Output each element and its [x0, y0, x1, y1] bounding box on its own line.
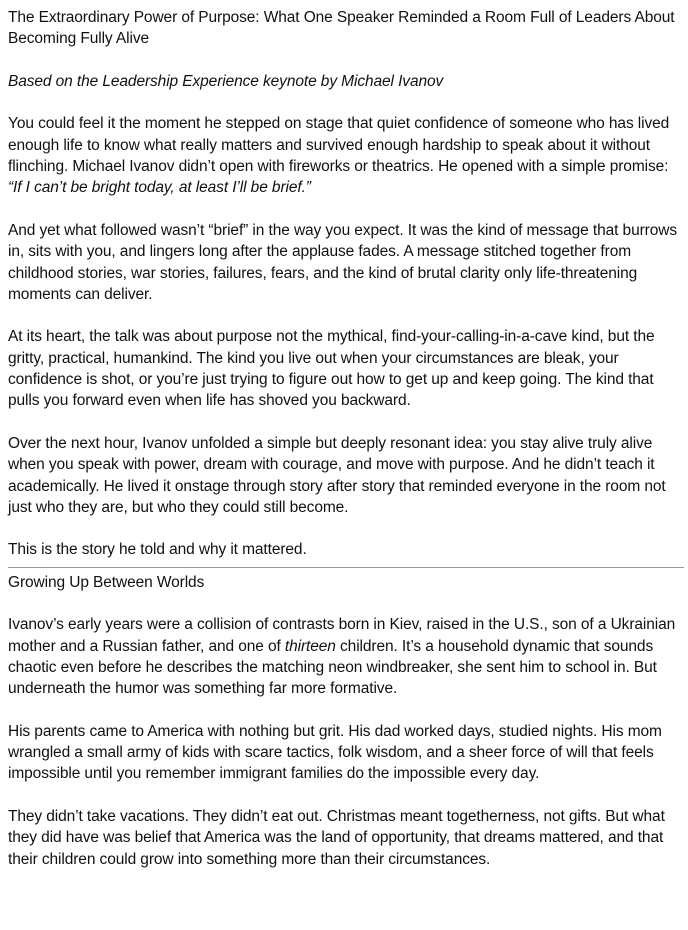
intro-paragraph-1 — [8, 113, 684, 198]
article-byline: Based on the Leadership Experience keynote by Michael Ivanov — [8, 72, 444, 90]
section-divider — [8, 567, 684, 568]
intro-paragraph-4: Over the next hour, Ivanov unfolded a simple but deeply resonant idea: you stay alive truly alive when you speak with power, dream with courage, and move with purpose. And he didn’t teach it academically. He lived it onstage through story after story that reminded everyone in the room not just who they are, but who they could still become. — [8, 434, 666, 516]
opening-quote: “If I can’t be bright today, at least I’ll be brief.” — [8, 179, 311, 197]
section-paragraph-1-text-b: children. It’s a household dynamic that sounds chaotic even before he describes the matching neon windbreaker, she sent him to school in. But underneath the humor was something far more formative. — [8, 637, 657, 698]
section-paragraph-3: They didn’t take vacations. They didn’t eat out. Christmas meant togetherness, not gifts. But what they did have was belief that America was the land of opportunity, that dreams mattered, and that their children could grow into something more than their circumstances. — [8, 807, 665, 868]
section-paragraph-2: His parents came to America with nothing but grit. His dad worked days, studied nights. His mom wrangled a small army of kids with scare tactics, folk wisdom, and a sheer force of will that feels impossible until you remember immigrant families do the impossible every day. — [8, 722, 662, 783]
emphasis-thirteen: thirteen — [284, 637, 336, 655]
section-paragraph-1-text-a: Ivanov’s early years were a collision of contrasts born in Kiev, raised in the U.S., son of a Ukrainian mother and a Russian father, and one of — [8, 616, 676, 655]
intro-paragraph-3: At its heart, the talk was about purpose not the mythical, find-your-calling-in-a-cave kind, but the gritty, practical, humankind. The kind you live out when your circumstances are bleak, your confidence is shot, or you’re just trying to figure out how to get up and keep going. The kind that pulls you forward even when life has shoved you backward. — [8, 328, 655, 410]
section-paragraph-1 — [8, 614, 684, 699]
section-heading: Growing Up Between Worlds — [8, 573, 205, 591]
intro-paragraph-1-text: You could feel it the moment he stepped on stage that quiet confidence of someone who has lived enough life to know what really matters and survived enough hardship to speak about it without flinching. Michael Ivanov didn’t open with fireworks or theatrics. He opened with a simple promise: — [8, 115, 670, 176]
intro-paragraph-2: And yet what followed wasn’t “brief” in the way you expect. It was the kind of message that burrows in, sits with you, and lingers long after the applause fades. A message stitched together from childhood stories, war stories, failures, fears, and the kind of brutal clarity only life-threatening moments can deliver. — [8, 221, 677, 303]
article-title: The Extraordinary Power of Purpose: What One Speaker Reminded a Room Full of Leaders About Becoming Fully Alive — [8, 9, 675, 48]
intro-paragraph-5: This is the story he told and why it mattered. — [8, 541, 307, 559]
